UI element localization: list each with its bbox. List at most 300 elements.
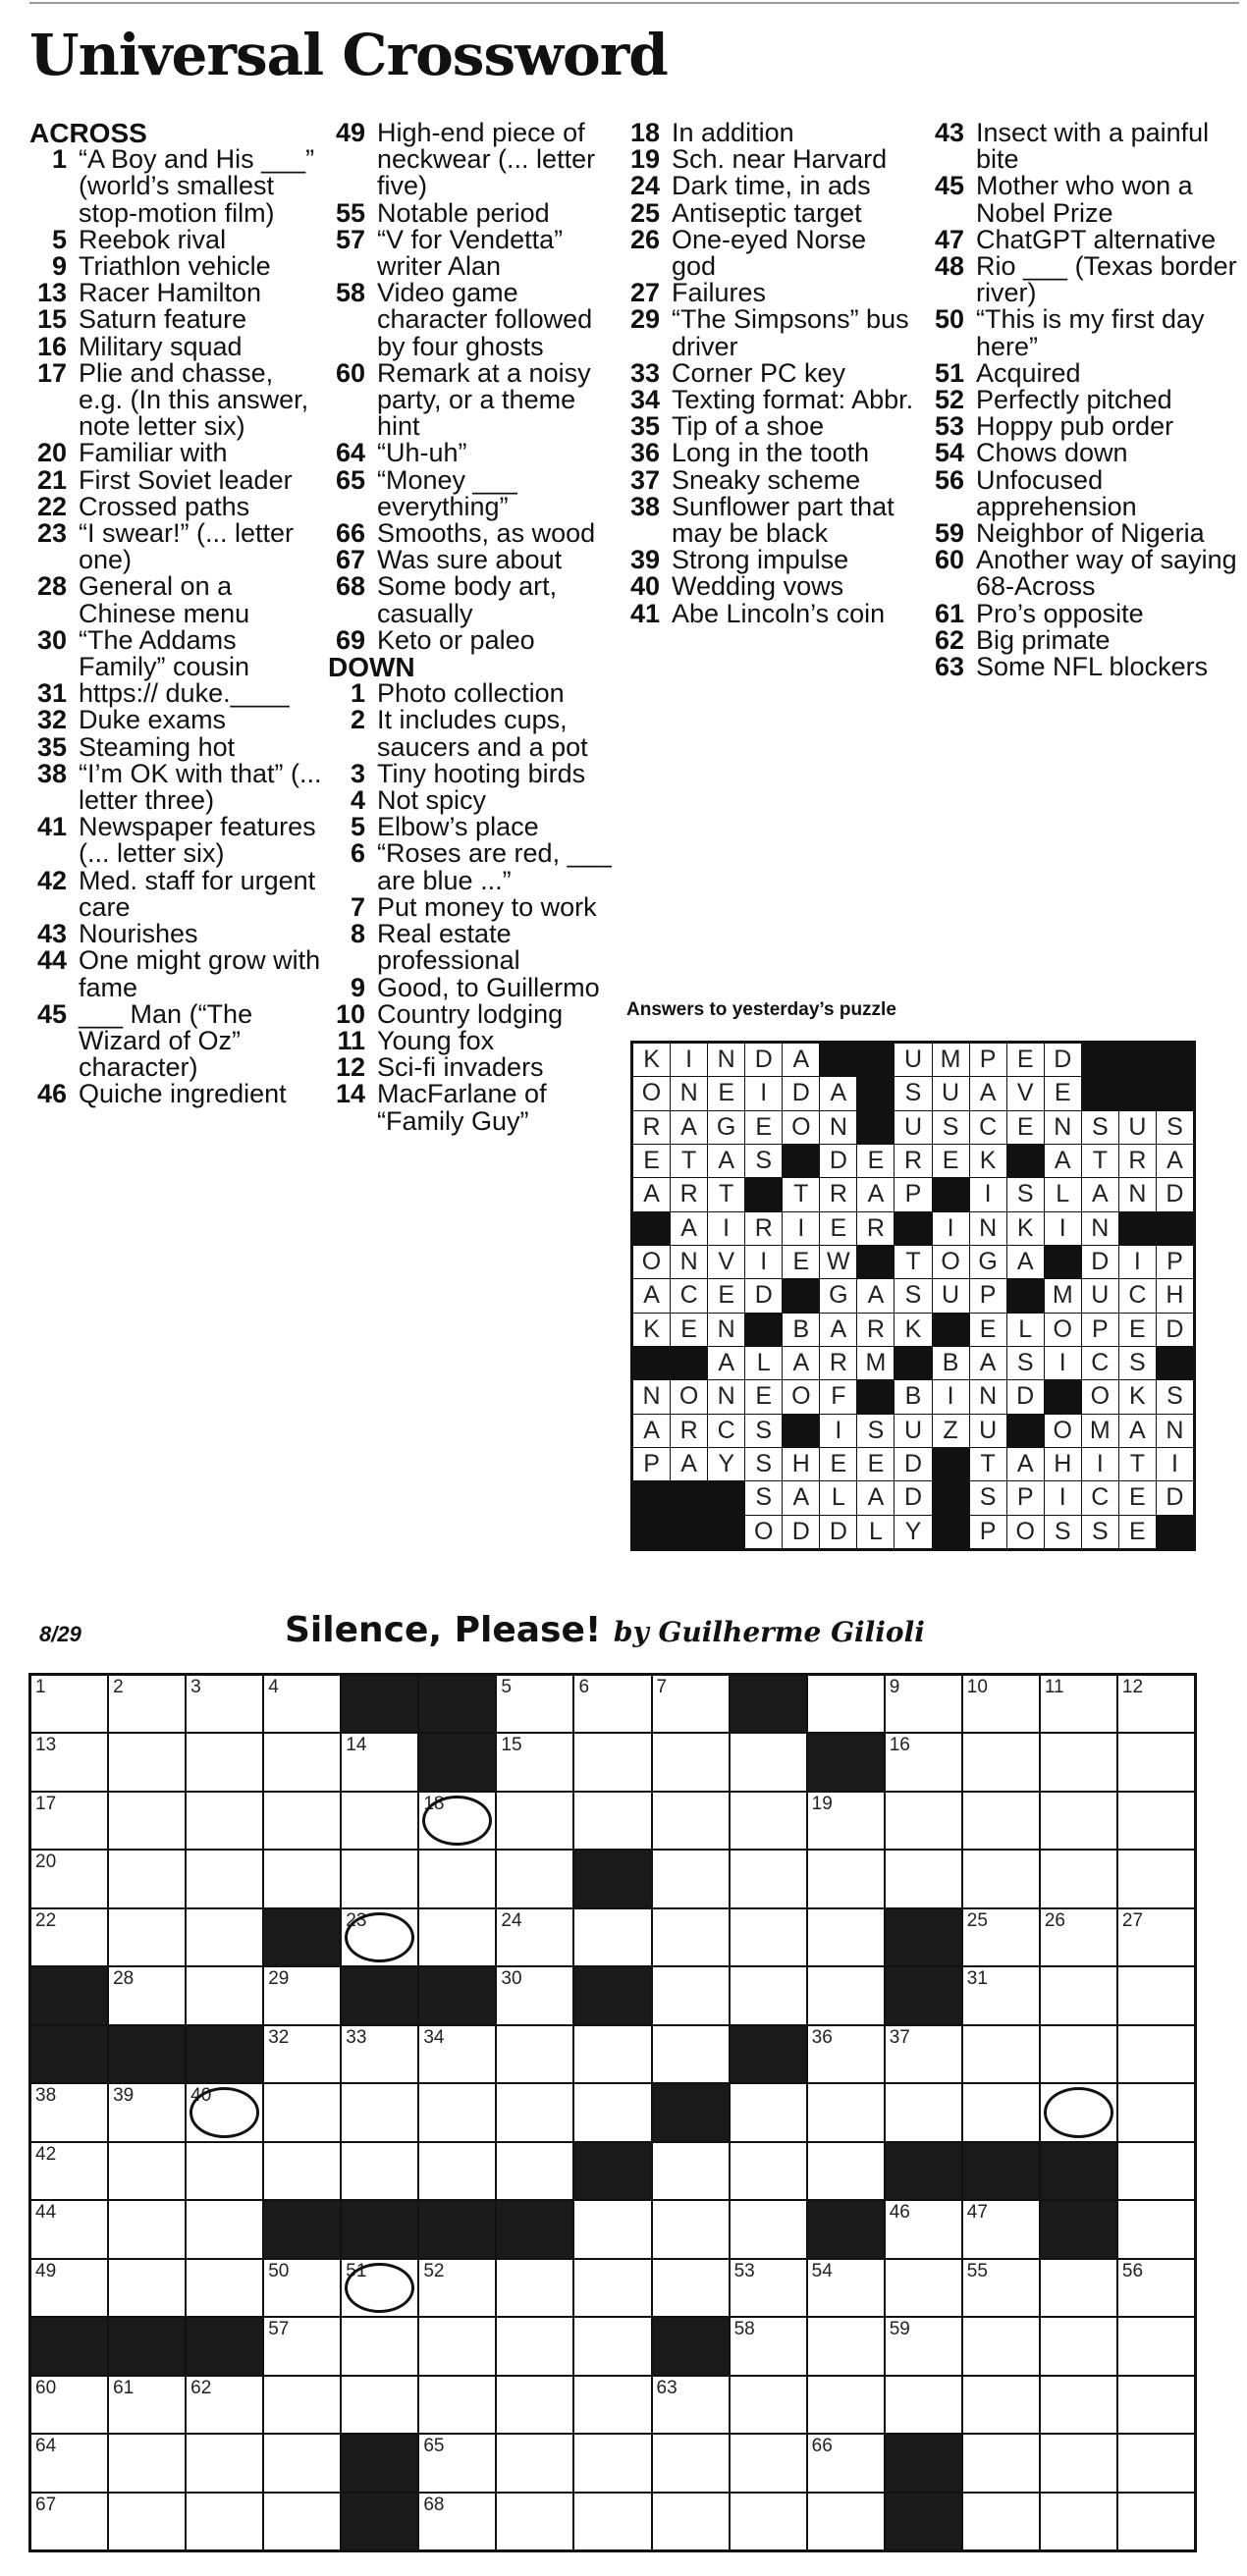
grid-cell[interactable] <box>963 1793 1039 1849</box>
grid-cell[interactable] <box>419 2143 495 2199</box>
grid-cell[interactable] <box>731 2084 806 2140</box>
grid-cell[interactable] <box>1118 2143 1194 2199</box>
grid-cell[interactable] <box>808 1851 884 1906</box>
grid-cell[interactable] <box>31 2494 107 2549</box>
grid-cell[interactable] <box>574 2318 650 2374</box>
answer-letter: R <box>671 1178 707 1210</box>
grid-cell[interactable] <box>419 1909 495 1965</box>
grid-cell[interactable] <box>187 1793 262 1849</box>
grid-cell[interactable] <box>1118 2494 1194 2549</box>
grid-cell[interactable] <box>342 2318 417 2374</box>
grid-cell[interactable] <box>264 2435 340 2491</box>
answer-black-square <box>1007 1415 1044 1447</box>
clue-number: 63 <box>934 652 964 682</box>
clue <box>927 306 1237 359</box>
grid-cell[interactable] <box>1041 1793 1116 1849</box>
grid-cell[interactable] <box>342 1793 417 1849</box>
grid-cell[interactable] <box>574 2084 650 2140</box>
answer-black-square <box>1082 1044 1118 1076</box>
grid-cell[interactable] <box>963 1967 1039 2023</box>
grid-cell[interactable] <box>963 2201 1039 2257</box>
grid-cell[interactable] <box>497 1851 572 1906</box>
clue-number: 56 <box>934 464 964 495</box>
answer-letter: T <box>895 1246 931 1278</box>
grid-cell[interactable] <box>808 2318 884 2374</box>
grid-cell[interactable] <box>886 2377 961 2433</box>
black-square <box>31 1967 107 2023</box>
grid-cell[interactable] <box>1118 2026 1194 2082</box>
grid-cell[interactable] <box>808 1793 884 1849</box>
clue-number: 55 <box>335 197 365 228</box>
grid-cell[interactable] <box>653 1793 729 1849</box>
clue-text: Racer Hamilton <box>79 278 262 308</box>
grid-cell[interactable] <box>31 1793 107 1849</box>
grid-cell[interactable] <box>574 1909 650 1965</box>
clue <box>29 865 324 922</box>
grid-cell[interactable] <box>731 2377 806 2433</box>
grid-cell[interactable] <box>731 2494 806 2549</box>
grid-cell[interactable] <box>808 2435 884 2491</box>
grid-cell[interactable] <box>109 2435 185 2491</box>
black-square <box>342 1967 417 2023</box>
grid-cell[interactable] <box>109 2260 185 2316</box>
answer-letter: N <box>708 1314 744 1346</box>
grid-cell[interactable] <box>1041 2318 1116 2374</box>
cell-number: 19 <box>811 1793 833 1814</box>
answer-black-square <box>745 1314 782 1346</box>
cell-number: 61 <box>113 2377 135 2398</box>
grid-cell[interactable] <box>1118 1909 1194 1965</box>
grid-cell[interactable] <box>497 1676 572 1732</box>
grid-cell[interactable] <box>264 2143 340 2199</box>
cell-number: 13 <box>35 1735 57 1756</box>
answer-letter: F <box>820 1380 856 1413</box>
grid-cell[interactable] <box>808 1909 884 1965</box>
grid-cell[interactable] <box>808 2494 884 2549</box>
answer-letter: D <box>745 1279 782 1312</box>
grid-cell[interactable] <box>419 2435 495 2491</box>
grid-cell[interactable] <box>264 1793 340 1849</box>
cell-number: 60 <box>35 2377 57 2398</box>
grid-cell[interactable] <box>264 2377 340 2433</box>
circled-grid-cell[interactable] <box>342 1909 417 1965</box>
grid-cell[interactable] <box>1118 1851 1194 1906</box>
clue <box>328 224 615 282</box>
grid-cell[interactable] <box>187 1676 262 1732</box>
grid-cell[interactable] <box>731 2260 806 2316</box>
grid-cell[interactable] <box>187 1851 262 1906</box>
grid-cell[interactable] <box>342 2143 417 2199</box>
grid-cell[interactable] <box>574 2201 650 2257</box>
cell-number: 20 <box>35 1852 57 1873</box>
clue-text: Texting format: Abbr. <box>672 385 914 415</box>
grid-cell[interactable] <box>886 2026 961 2082</box>
grid-cell[interactable] <box>342 2377 417 2433</box>
grid-cell[interactable] <box>264 1734 340 1790</box>
answer-letter: A <box>1082 1178 1118 1210</box>
answer-letter: S <box>745 1448 782 1480</box>
clue-text: High-end piece of neckwear (... letter five) <box>377 118 596 201</box>
grid-cell[interactable] <box>187 1909 262 1965</box>
black-square <box>886 1909 961 1965</box>
grid-cell[interactable] <box>419 1851 495 1906</box>
grid-cell[interactable] <box>1118 2318 1194 2374</box>
grid-cell[interactable] <box>109 2201 185 2257</box>
grid-cell[interactable] <box>731 1851 806 1906</box>
grid-cell[interactable] <box>731 1967 806 2023</box>
clue-column-1 <box>29 120 324 1108</box>
grid-cell[interactable] <box>109 2084 185 2140</box>
grid-cell[interactable] <box>886 2260 961 2316</box>
grid-cell[interactable] <box>808 2026 884 2082</box>
grid-cell[interactable] <box>1118 1967 1194 2023</box>
grid-cell[interactable] <box>653 2201 729 2257</box>
grid-cell[interactable] <box>497 2318 572 2374</box>
clue-number: 18 <box>629 118 660 147</box>
grid-cell[interactable] <box>963 1851 1039 1906</box>
clue <box>29 921 324 947</box>
grid-cell[interactable] <box>1041 2377 1116 2433</box>
grid-cell[interactable] <box>109 2377 185 2433</box>
clue <box>328 972 615 1002</box>
grid-cell[interactable] <box>1041 1734 1116 1790</box>
clue-number: 6 <box>350 838 365 869</box>
answer-letter: E <box>933 1145 969 1177</box>
answer-letter: N <box>970 1380 1006 1413</box>
clue <box>29 758 324 816</box>
grid-cell[interactable] <box>653 2377 729 2433</box>
black-square <box>574 2143 650 2199</box>
answer-letter: N <box>633 1380 670 1413</box>
grid-cell[interactable] <box>187 2260 262 2316</box>
grid-cell[interactable] <box>109 2494 185 2549</box>
black-square <box>653 2084 729 2140</box>
answer-letter: A <box>671 1111 707 1144</box>
grid-cell[interactable] <box>419 2260 495 2316</box>
clue <box>328 280 615 360</box>
grid-cell[interactable] <box>886 2318 961 2374</box>
answer-black-square <box>857 1380 894 1413</box>
grid-cell[interactable] <box>497 2084 572 2140</box>
clue-text: Corner PC key <box>672 357 846 388</box>
circled-grid-cell[interactable] <box>187 2084 262 2140</box>
grid-cell[interactable] <box>109 1967 185 2023</box>
answer-letter: C <box>1082 1347 1118 1379</box>
grid-cell[interactable] <box>963 2318 1039 2374</box>
answer-letter: E <box>970 1314 1006 1346</box>
cell-number: 23 <box>346 1909 367 1931</box>
clue-number: 4 <box>350 785 365 816</box>
answer-letter: C <box>708 1415 744 1447</box>
clue-number: 23 <box>36 518 67 549</box>
grid-cell[interactable] <box>808 2260 884 2316</box>
grid-cell[interactable] <box>31 2084 107 2140</box>
grid-cell[interactable] <box>886 1851 961 1906</box>
clue <box>328 814 615 840</box>
grid-cell[interactable] <box>109 1676 185 1732</box>
grid-cell[interactable] <box>574 2494 650 2549</box>
clue-text: Wedding vows <box>672 571 844 602</box>
grid-cell[interactable] <box>109 1851 185 1906</box>
grid-cell[interactable] <box>264 1676 340 1732</box>
black-square <box>886 2143 961 2199</box>
cell-number: 15 <box>501 1735 522 1756</box>
grid-cell[interactable] <box>1118 2260 1194 2316</box>
answer-letter: I <box>1045 1481 1081 1514</box>
grid-cell[interactable] <box>187 2143 262 2199</box>
black-square <box>31 2318 107 2374</box>
grid-cell[interactable] <box>653 2435 729 2491</box>
grid-cell[interactable] <box>497 2435 572 2491</box>
grid-cell[interactable] <box>653 2260 729 2316</box>
grid-cell[interactable] <box>653 2494 729 2549</box>
grid-cell[interactable] <box>963 2260 1039 2316</box>
answer-black-square <box>933 1314 969 1346</box>
grid-cell[interactable] <box>731 2143 806 2199</box>
answer-letter: I <box>708 1212 744 1245</box>
clue-number: 11 <box>337 1025 365 1055</box>
grid-cell[interactable] <box>497 1734 572 1790</box>
answer-letter: K <box>1007 1212 1044 1245</box>
clue <box>623 598 917 628</box>
grid-cell[interactable] <box>31 2201 107 2257</box>
clue-number: 9 <box>51 251 67 282</box>
grid-cell[interactable] <box>264 2026 340 2082</box>
clue <box>623 357 917 388</box>
grid-cell[interactable] <box>886 1793 961 1849</box>
grid-cell[interactable] <box>1041 2494 1116 2549</box>
clue-number: 45 <box>36 998 67 1029</box>
grid-cell[interactable] <box>653 1967 729 2023</box>
grid-cell[interactable] <box>574 1676 650 1732</box>
clue-text: “I swear!” (... letter one) <box>79 518 295 575</box>
grid-cell[interactable] <box>31 2377 107 2433</box>
grid-cell[interactable] <box>342 2026 417 2082</box>
answer-letter: E <box>857 1145 894 1177</box>
grid-cell[interactable] <box>731 1909 806 1965</box>
cell-number: 51 <box>346 2260 367 2281</box>
clue-text: Not spicy <box>377 785 487 816</box>
grid-cell[interactable] <box>187 2201 262 2257</box>
grid-cell[interactable] <box>963 2026 1039 2082</box>
answer-letter: A <box>820 1077 856 1109</box>
answer-letter: N <box>1119 1178 1156 1210</box>
grid-cell[interactable] <box>963 2084 1039 2140</box>
grid-cell[interactable] <box>653 1676 729 1732</box>
grid-cell[interactable] <box>1041 1967 1116 2023</box>
grid-cell[interactable] <box>187 1734 262 1790</box>
grid-cell[interactable] <box>264 1851 340 1906</box>
grid-cell[interactable] <box>808 2377 884 2433</box>
clue-text: Familiar with <box>79 438 228 468</box>
grid-cell[interactable] <box>497 1793 572 1849</box>
black-square <box>31 2026 107 2082</box>
grid-cell[interactable] <box>963 2377 1039 2433</box>
cell-number: 49 <box>35 2260 57 2281</box>
grid-cell[interactable] <box>963 1909 1039 1965</box>
cell-number: 46 <box>889 2202 910 2224</box>
circled-grid-cell[interactable] <box>342 2260 417 2316</box>
grid-cell[interactable] <box>653 1851 729 1906</box>
grid-cell[interactable] <box>808 1676 884 1732</box>
grid-cell[interactable] <box>31 2143 107 2199</box>
grid-cell[interactable] <box>109 1793 185 1849</box>
answer-letter: D <box>895 1448 931 1480</box>
grid-cell[interactable] <box>31 1909 107 1965</box>
clue-number: 32 <box>36 705 67 735</box>
grid-cell[interactable] <box>886 1676 961 1732</box>
grid-cell[interactable] <box>886 2084 961 2140</box>
grid-cell[interactable] <box>31 1851 107 1906</box>
grid-cell[interactable] <box>574 2377 650 2433</box>
grid-cell[interactable] <box>1118 2435 1194 2491</box>
cell-number: 29 <box>268 1968 290 1990</box>
grid-cell[interactable] <box>653 2026 729 2082</box>
grid-cell[interactable] <box>653 2143 729 2199</box>
clue-number: 26 <box>629 224 660 254</box>
grid-cell[interactable] <box>1118 2377 1194 2433</box>
grid-cell[interactable] <box>342 2084 417 2140</box>
grid-cell[interactable] <box>574 2435 650 2491</box>
clue-number: 44 <box>36 945 67 976</box>
circled-grid-cell[interactable] <box>419 1793 495 1849</box>
grid-cell[interactable] <box>342 1851 417 1906</box>
answer-letter: A <box>970 1077 1006 1109</box>
grid-cell[interactable] <box>419 2084 495 2140</box>
grid-cell[interactable] <box>187 2494 262 2549</box>
grid-cell[interactable] <box>419 2026 495 2082</box>
grid-cell[interactable] <box>109 2143 185 2199</box>
grid-cell[interactable] <box>574 2260 650 2316</box>
answer-letter: N <box>1157 1415 1193 1447</box>
grid-cell[interactable] <box>497 2026 572 2082</box>
grid-cell[interactable] <box>1118 1734 1194 1790</box>
clue-text: ChatGPT alternative <box>976 224 1217 254</box>
answer-black-square <box>857 1077 894 1109</box>
clue <box>29 331 324 361</box>
answer-letter: P <box>1007 1481 1044 1514</box>
answer-black-square <box>857 1246 894 1278</box>
answer-letter: S <box>1007 1347 1044 1379</box>
grid-cell[interactable] <box>109 1734 185 1790</box>
grid-cell[interactable] <box>963 2435 1039 2491</box>
answer-letter: T <box>1119 1448 1156 1480</box>
grid-cell[interactable] <box>574 1734 650 1790</box>
grid-cell[interactable] <box>497 1909 572 1965</box>
grid-cell[interactable] <box>187 2377 262 2433</box>
answer-letter: A <box>783 1044 819 1076</box>
grid-cell[interactable] <box>497 2494 572 2549</box>
grid-cell[interactable] <box>1041 1909 1116 1965</box>
answer-letter: A <box>1119 1415 1156 1447</box>
answer-letter: D <box>745 1044 782 1076</box>
grid-cell[interactable] <box>1118 1676 1194 1732</box>
grid-cell[interactable] <box>264 1967 340 2023</box>
grid-cell[interactable] <box>419 2318 495 2374</box>
clue <box>29 357 324 442</box>
answer-letter: E <box>745 1111 782 1144</box>
grid-cell[interactable] <box>264 2260 340 2316</box>
grid-cell[interactable] <box>1041 2435 1116 2491</box>
answer-letter: R <box>895 1145 931 1177</box>
cell-number: 65 <box>423 2436 445 2457</box>
grid-cell[interactable] <box>731 1793 806 1849</box>
answer-letter: C <box>1119 1279 1156 1312</box>
clue-number: 46 <box>36 1079 67 1109</box>
grid-cell[interactable] <box>497 2260 572 2316</box>
grid-cell[interactable] <box>1118 2201 1194 2257</box>
grid-cell[interactable] <box>886 2201 961 2257</box>
grid-cell[interactable] <box>731 2435 806 2491</box>
grid-cell[interactable] <box>31 2435 107 2491</box>
grid-cell[interactable] <box>1118 2084 1194 2140</box>
grid-cell[interactable] <box>1041 2026 1116 2082</box>
clue-text: Insect with a painful bite <box>976 118 1210 175</box>
grid-cell[interactable] <box>187 2435 262 2491</box>
grid-cell[interactable] <box>31 2260 107 2316</box>
grid-cell[interactable] <box>963 2494 1039 2549</box>
grid-cell[interactable] <box>419 2494 495 2549</box>
grid-cell[interactable] <box>731 1734 806 1790</box>
grid-cell[interactable] <box>886 1734 961 1790</box>
grid-cell[interactable] <box>653 1734 729 1790</box>
grid-cell[interactable] <box>653 1909 729 1965</box>
grid-cell[interactable] <box>963 1676 1039 1732</box>
answer-black-square <box>1157 1044 1193 1076</box>
grid-cell[interactable] <box>497 2143 572 2199</box>
circled-grid-cell[interactable] <box>1041 2084 1116 2140</box>
grid-cell[interactable] <box>1041 2260 1116 2316</box>
clue <box>328 998 615 1029</box>
grid-cell[interactable] <box>574 1793 650 1849</box>
grid-cell[interactable] <box>497 1967 572 2023</box>
grid-cell[interactable] <box>731 2201 806 2257</box>
clue-text: Tiny hooting birds <box>377 758 586 788</box>
grid-cell[interactable] <box>1041 1676 1116 1732</box>
grid-cell[interactable] <box>419 2377 495 2433</box>
grid-cell[interactable] <box>1118 1793 1194 1849</box>
grid-cell[interactable] <box>808 2084 884 2140</box>
cell-number: 33 <box>346 2026 367 2048</box>
grid-cell[interactable] <box>109 1909 185 1965</box>
grid-cell[interactable] <box>963 1734 1039 1790</box>
grid-cell[interactable] <box>31 1734 107 1790</box>
answer-letter: Y <box>895 1516 931 1548</box>
grid-cell[interactable] <box>264 2318 340 2374</box>
clue <box>328 624 615 655</box>
grid-cell[interactable] <box>731 2318 806 2374</box>
answer-letter: I <box>970 1178 1006 1210</box>
answer-letter: A <box>708 1347 744 1379</box>
black-square <box>1041 2143 1116 2199</box>
grid-cell[interactable] <box>187 1967 262 2023</box>
grid-cell[interactable] <box>31 1676 107 1732</box>
grid-cell[interactable] <box>264 2084 340 2140</box>
clue <box>29 280 324 306</box>
grid-cell[interactable] <box>264 2494 340 2549</box>
grid-cell[interactable] <box>574 2026 650 2082</box>
grid-cell[interactable] <box>1041 1851 1116 1906</box>
grid-cell[interactable] <box>497 2377 572 2433</box>
grid-cell[interactable] <box>808 1967 884 2023</box>
clue-text: Crossed paths <box>79 491 250 521</box>
grid-cell[interactable] <box>342 1734 417 1790</box>
cell-number: 36 <box>811 2026 833 2048</box>
cell-number: 2 <box>113 1677 124 1697</box>
clue-text: Real estate professional <box>377 919 520 976</box>
grid-cell[interactable] <box>808 2143 884 2199</box>
clue-text: Put money to work <box>377 891 597 922</box>
